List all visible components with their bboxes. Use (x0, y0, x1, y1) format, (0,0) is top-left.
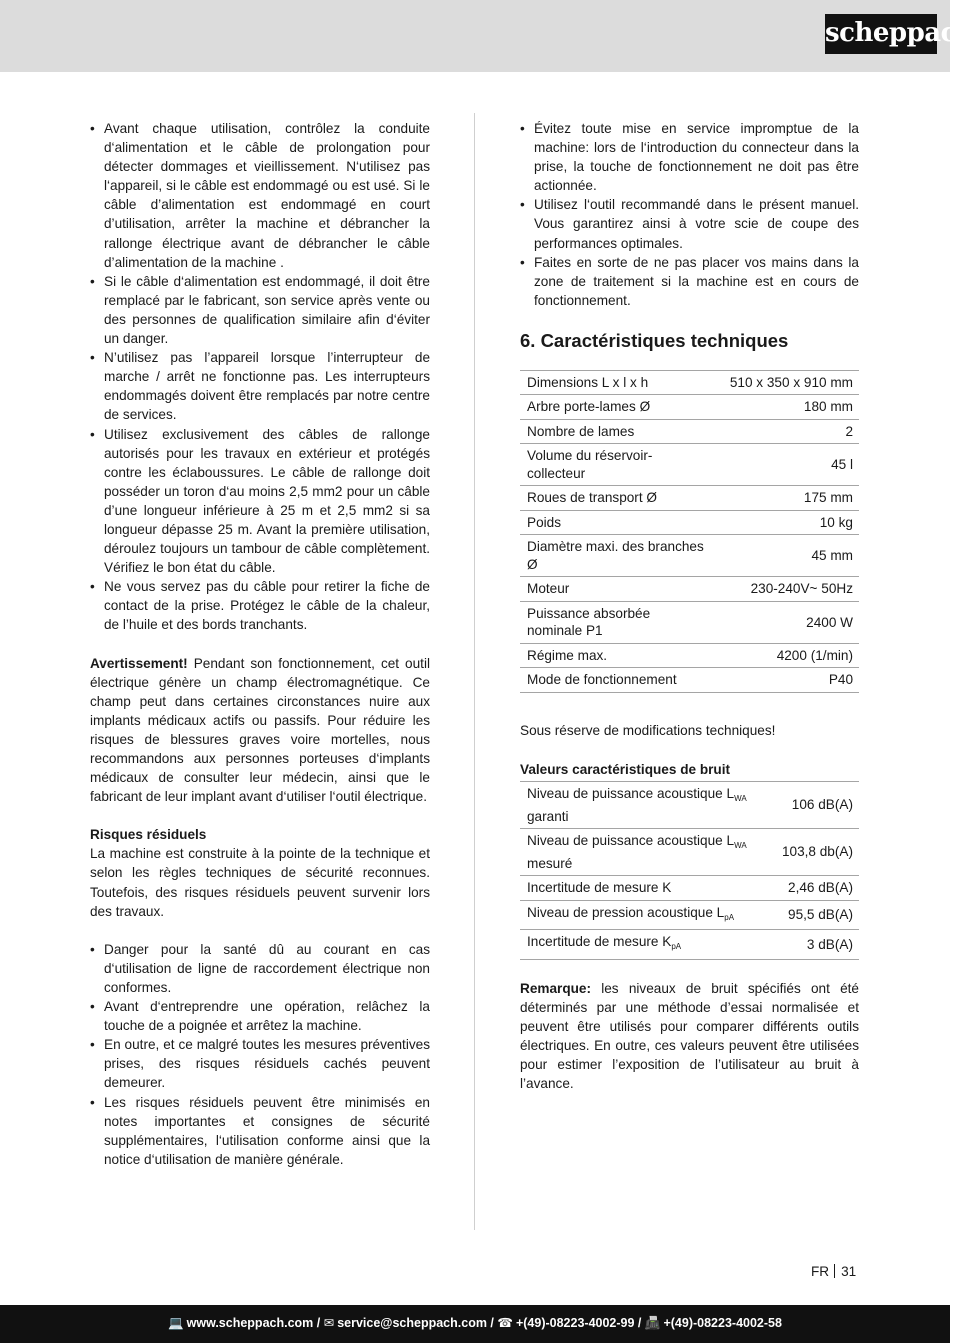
residual-risks-list (90, 940, 430, 1169)
technical-note: Sous réserve de modifications techniques! (520, 722, 776, 738)
fax-icon: 📠 (644, 1316, 661, 1330)
noise-values-title: Valeurs caractéristiques de bruit (520, 762, 731, 778)
table-row (520, 668, 859, 693)
table-row (520, 601, 859, 643)
spec-label: Puissance absorbée nominale P1 (520, 601, 713, 643)
noise-value: 95,5 dB(A) (773, 900, 859, 930)
remark-text: les niveaux de bruit spécifiés ont été déterminés par une méthode d’essai normalisée et peuvent être utilisés pour comparer différents outils électriques. En outre, ces valeurs peuvent être utilisées pour estimer l’exposition de l’utilisateur au bruit à l’avance. (520, 980, 859, 1092)
list-item: • En outre, et ce malgré toutes les mesures préventives prises, des risques résiduels cachés peuvent demeurer. (90, 1035, 430, 1092)
table-row (520, 900, 859, 930)
list-item: • Utilisez l‘outil recommandé dans le présent manuel. Vous garantirez ainsi à votre scie de coupe des performances optimales. (520, 195, 859, 252)
list-item: • Faites en sorte de ne pas placer vos mains dans la zone de traitement si la machine est en cours de fonctionnement. (520, 253, 859, 310)
computer-icon: 💻 (168, 1316, 184, 1330)
spec-label: Volume du réservoir-collecteur (520, 444, 713, 486)
table-row (520, 510, 859, 535)
residual-risks-title: Risques résiduels (90, 827, 207, 843)
spec-value: 4200 (1/min) (713, 643, 859, 668)
spec-value: P40 (713, 668, 859, 693)
spec-label: Roues de transport Ø (520, 486, 713, 511)
section-title: 6. Caractéristiques techniques (520, 329, 789, 351)
spec-value: 2 (713, 419, 859, 444)
noise-label: Niveau de pression acoustique $L_{pA}$ (520, 900, 773, 930)
footer-website[interactable]: www.scheppach.com (186, 1316, 314, 1330)
remark-paragraph (520, 979, 859, 1094)
table-row (520, 829, 859, 876)
spec-value: 230-240V~ 50Hz (713, 577, 859, 602)
list-item: • N’utilisez pas l’appareil lorsque l’interrupteur de marche / arrêt ne fonctionne pas. Les interrupteurs endommagés doivent être remplacés par notre centre de services. (90, 348, 430, 424)
column-divider (474, 113, 475, 1230)
spec-value: 510 x 350 x 910 mm (713, 370, 859, 395)
remark-label: Remarque: (520, 980, 592, 996)
header-band (0, 0, 950, 72)
spec-value: 2400 W (713, 601, 859, 643)
spec-value: 180 mm (713, 395, 859, 420)
warning-paragraph (90, 654, 430, 807)
list-item: • Les risques résiduels peuvent être minimisés en notes importantes et consignes de sécurité supplémentaires, l‘utilisation conforme ainsi que la notice d‘utilisation de manière générale. (90, 1093, 430, 1169)
table-row (520, 782, 859, 829)
noise-value: 103,8 db(A) (773, 829, 859, 876)
spec-label: Nombre de lames (520, 419, 713, 444)
noise-label: Incertitude de mesure K (520, 876, 773, 901)
list-item: • Ne vous servez pas du câble pour retirer la fiche de contact de la prise. Protégez le câble de la chaleur, de l’huile et des bords tranchants. (90, 577, 430, 634)
noise-label: Incertitude de mesure $K_{pA}$ (520, 930, 773, 960)
page-language: FR (811, 1264, 830, 1279)
spec-value: 10 kg (713, 510, 859, 535)
page-number-value: 31 (841, 1264, 857, 1279)
mail-icon: ✉ (323, 1316, 335, 1330)
noise-value: 3 dB(A) (773, 930, 859, 960)
list-item: • Utilisez exclusivement des câbles de rallonge autorisés pour les travaux en extérieur et protégés contre les éclaboussures. Le câble de rallonge doit posséder un toron d‘au moins 2,5 mm2 pour un câble d’une longueur inférieure à 25 m et 2,5 mm2 si sa longueur dépasse 25 m. Avant la première utilisation, déroulez toujours un tambour de câble complètement. Vérifiez le bon état du câble. (90, 425, 430, 578)
list-item: • Avant d‘entreprendre une opération, relâchez la touche de a poignée et arrêtez la machine. (90, 997, 430, 1035)
spec-label: Mode de fonctionnement (520, 668, 713, 693)
table-row (520, 577, 859, 602)
table-row (520, 643, 859, 668)
spec-label: Diamètre maxi. des branches Ø (520, 535, 713, 577)
list-item: • Avant chaque utilisation, contrôlez la conduite d‘alimentation et le câble de prolongation pour détecter dommages et vieillissement. N‘utilisez pas l‘appareil, si le câble est endommagé ou est usé. Si le câble d’alimentation est endommagé en court d’utilisation, arrêter la machine et débrancher la rallonge électrique avant de débrancher le câble d’alimentation de la machine . (90, 119, 430, 272)
left-column (90, 119, 430, 1169)
list-item: • Danger pour la santé dû au courant en cas d‘utilisation de ligne de raccordement électrique non conformes. (90, 940, 430, 997)
technical-specs-table (520, 370, 859, 693)
spec-label: Poids (520, 510, 713, 535)
list-item: • Si le câble d‘alimentation est endommagé, il doit être remplacé par le fabricant, son service après vente ou des personnes de qualification similaire afin d‘éviter un danger. (90, 272, 430, 348)
list-item: • Évitez toute mise en service impromptue de la machine: lors de l‘introduction du connecteur dans la prise, la touche de fonctionnement ne doit pas être actionnée. (520, 119, 859, 195)
noise-label: Niveau de puissance acoustique $L_{WA}$ garanti (520, 782, 773, 829)
usage-bullets-list (520, 119, 859, 310)
table-row (520, 930, 859, 960)
table-row (520, 444, 859, 486)
safety-bullets-list (90, 119, 430, 635)
warning-label: Avertissement! (90, 655, 188, 671)
footer-bar: 💻 www.scheppach.com / ✉ service@scheppach.com / ☎ +(49)-08223-4002-99 / 📠 +(49)-08223-4002-58 (0, 1305, 950, 1343)
footer-email[interactable]: service@scheppach.com (337, 1316, 487, 1330)
table-row (520, 370, 859, 395)
noise-value: 2,46 dB(A) (773, 876, 859, 901)
noise-value: 106 dB(A) (773, 782, 859, 829)
footer-fax: +(49)-08223-4002-58 (663, 1316, 782, 1330)
residual-risks-text: La machine est construite à la pointe de la technique et selon les règles techniques de sécurité reconnues. Toutefois, des risques résiduels peuvent survenir lors des travaux. (90, 846, 430, 919)
spec-label: Arbre porte-lames Ø (520, 395, 713, 420)
spec-value: 45 mm (713, 535, 859, 577)
spec-value: 175 mm (713, 486, 859, 511)
table-row (520, 876, 859, 901)
table-row (520, 535, 859, 577)
footer-phone: +(49)-08223-4002-99 (515, 1316, 635, 1330)
spec-label: Régime max. (520, 643, 713, 668)
right-column (520, 119, 859, 1093)
noise-label: Niveau de puissance acoustique $L_{WA}$ mesuré (520, 829, 773, 876)
spec-value: 45 l (713, 444, 859, 486)
spec-label: Moteur (520, 577, 713, 602)
spec-label: Dimensions L x l x h (520, 370, 713, 395)
table-row (520, 419, 859, 444)
noise-values-table (520, 781, 859, 960)
phone-icon: ☎ (497, 1316, 513, 1330)
warning-text: Pendant son fonctionnement, cet outil électrique génère un champ électromagnétique. Ce champ peut dans certaines circonstances nuire aux implants médicaux actifs ou passifs. Pour réduire les risques de blessures graves voire mortelles, nous recommandons aux personnes porteuses d‘implants médicaux de consulter leur médecin, ainsi que le fabricant de leur implant avant d‘utiliser l‘outil électrique. (90, 655, 430, 805)
table-row (520, 395, 859, 420)
page-number (811, 1264, 856, 1279)
table-row (520, 486, 859, 511)
brand-logo: scheppach (825, 14, 937, 54)
